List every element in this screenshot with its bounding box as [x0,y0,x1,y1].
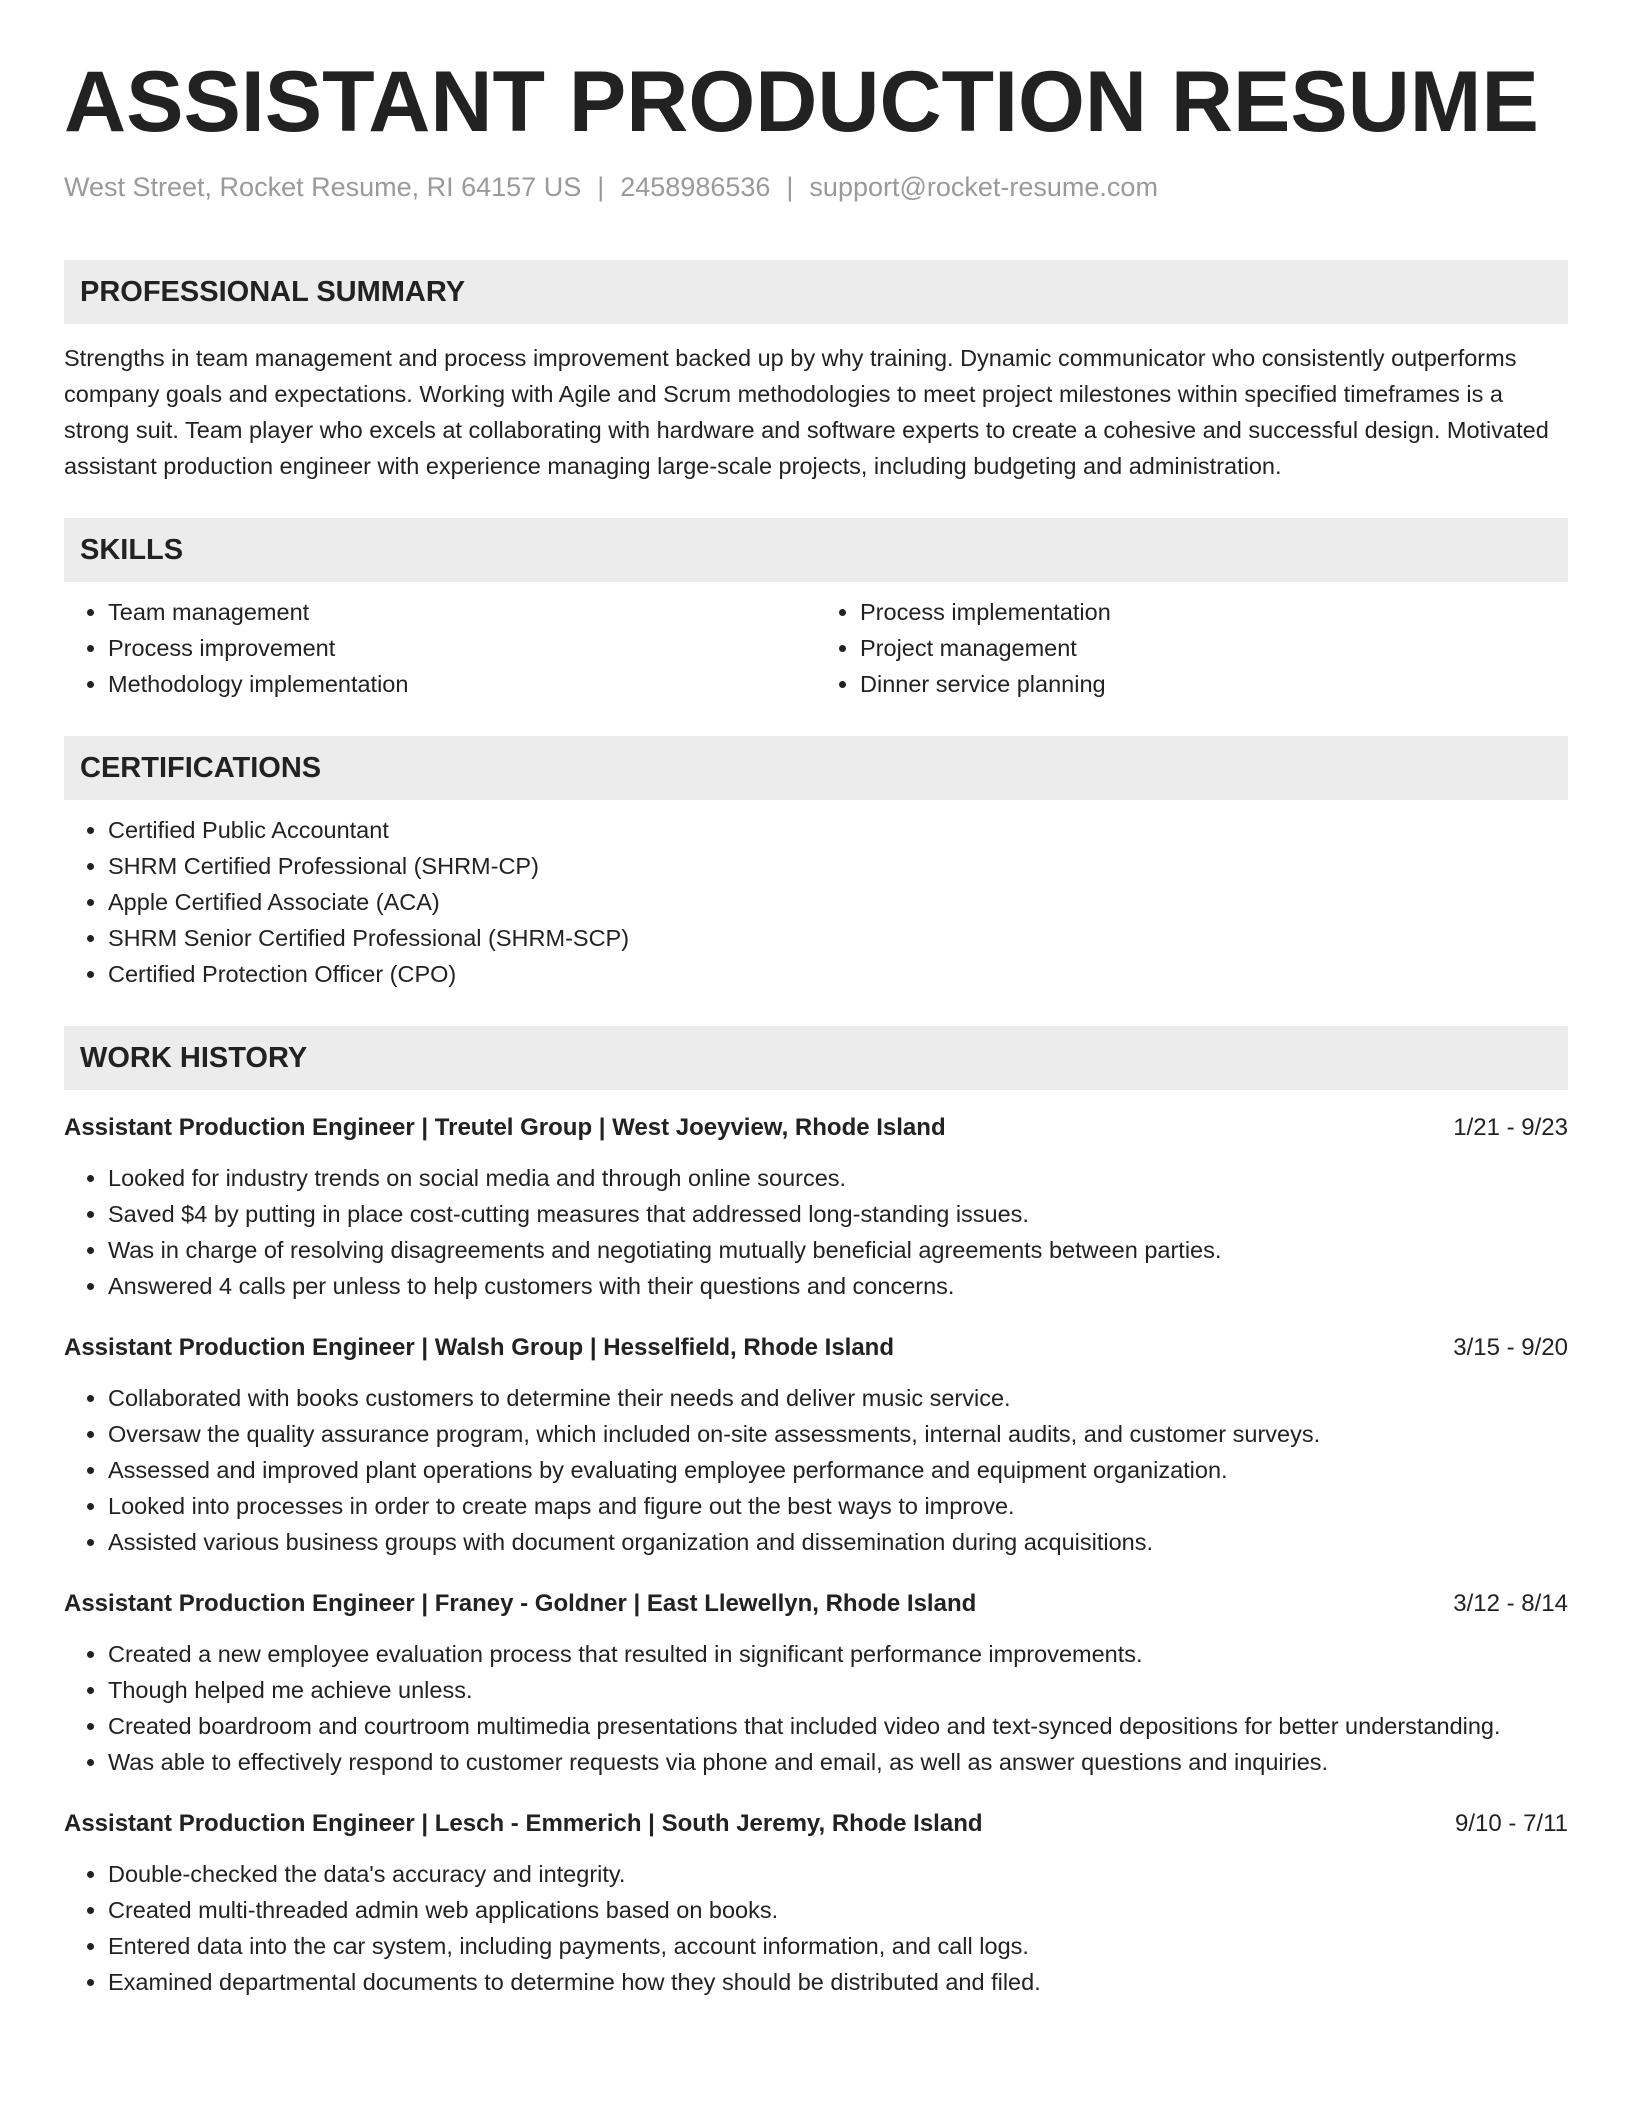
job-entry [64,1586,1568,1780]
job-bullet: • Saved $4 by putting in place cost-cutting measures that addressed long-standing issues. [108,1196,1568,1232]
job-bullet: • Created multi-threaded admin web applications based on books. [108,1892,1568,1928]
contact-separator: | [786,172,794,202]
job-bullets [64,1160,1568,1304]
job-bullet: • Looked into processes in order to create maps and figure out the best ways to improve. [108,1488,1568,1524]
job-bullet: • Entered data into the car system, including payments, account information, and call logs. [108,1928,1568,1964]
job-bullet: • Created a new employee evaluation process that resulted in significant performance improvements. [108,1636,1568,1672]
job-header [64,1806,1568,1842]
job-dates: 1/21 - 9/23 [1453,1114,1568,1141]
job-header [64,1330,1568,1366]
job-dates: 3/15 - 9/20 [1453,1334,1568,1361]
job-bullet: • Oversaw the quality assurance program, which included on-site assessments, internal audits, and customer surveys. [108,1416,1568,1452]
contact-address: West Street, Rocket Resume, RI 64157 US [64,172,582,202]
job-heading: Assistant Production Engineer | Franey - Goldner | East Llewellyn, Rhode Island [64,1590,977,1617]
job-bullet: • Was able to effectively respond to customer requests via phone and email, as well as answer questions and inquiries. [108,1744,1568,1780]
job-entry [64,1110,1568,1304]
job-bullet: • Was in charge of resolving disagreements and negotiating mutually beneficial agreements between parties. [108,1232,1568,1268]
skill-item: • Process implementation [860,594,1568,630]
job-bullet: • Created boardroom and courtroom multimedia presentations that included video and text-synced depositions for better understanding. [108,1708,1568,1744]
certification-item: • Apple Certified Associate (ACA) [108,884,1568,920]
contact-line [64,170,1568,204]
certification-item: • Certified Public Accountant [108,812,1568,848]
job-bullet: • Though helped me achieve unless. [108,1672,1568,1708]
job-bullet: • Assisted various business groups with document organization and dissemination during acquisitions. [108,1524,1568,1560]
job-heading: Assistant Production Engineer | Treutel Group | West Joeyview, Rhode Island [64,1114,946,1141]
summary-text: Strengths in team management and process improvement backed up by why training. Dynamic communicator who consistently outperforms company goals and expectations. Working with Agile and Scrum methodologies to meet project milestones within specified timeframes is a strong suit. Team player who excels at collaborating with hardware and software experts to create a cohesive and successful design. Motivated assistant production engineer with experience managing large-scale projects, including budgeting and administration. [64,345,1549,479]
section-header-summary: PROFESSIONAL SUMMARY [64,260,1568,324]
job-header [64,1110,1568,1146]
section-header-skills: SKILLS [64,518,1568,582]
job-bullets [64,1856,1568,2000]
job-bullet: • Collaborated with books customers to determine their needs and deliver music service. [108,1380,1568,1416]
section-header-work-history: WORK HISTORY [64,1026,1568,1090]
job-bullets [64,1380,1568,1560]
contact-phone: 2458986536 [620,172,771,202]
job-entry [64,1806,1568,2000]
skills-list-left [64,594,816,702]
skill-item: • Team management [108,594,816,630]
job-bullet: • Assessed and improved plant operations by evaluating employee performance and equipment organization. [108,1452,1568,1488]
skill-item: • Dinner service planning [860,666,1568,702]
job-header [64,1586,1568,1622]
job-entry [64,1330,1568,1560]
contact-separator: | [597,172,605,202]
job-bullet: • Looked for industry trends on social media and through online sources. [108,1160,1568,1196]
certification-item: • Certified Protection Officer (CPO) [108,956,1568,992]
job-heading: Assistant Production Engineer | Walsh Group | Hesselfield, Rhode Island [64,1334,895,1361]
job-dates: 9/10 - 7/11 [1455,1810,1568,1837]
job-bullets [64,1636,1568,1780]
skills-columns [64,594,1568,702]
contact-email: support@rocket-resume.com [809,172,1158,202]
skill-item: • Process improvement [108,630,816,666]
skills-list-right [816,594,1568,702]
job-heading: Assistant Production Engineer | Lesch - Emmerich | South Jeremy, Rhode Island [64,1810,983,1837]
certification-item: • SHRM Certified Professional (SHRM-CP) [108,848,1568,884]
job-bullet: • Examined departmental documents to determine how they should be distributed and filed. [108,1964,1568,2000]
certifications-list [64,812,1568,992]
skill-item: • Methodology implementation [108,666,816,702]
section-header-certifications: CERTIFICATIONS [64,736,1568,800]
skill-item: • Project management [860,630,1568,666]
certification-item: • SHRM Senior Certified Professional (SHRM-SCP) [108,920,1568,956]
job-bullet: • Double-checked the data's accuracy and integrity. [108,1856,1568,1892]
job-dates: 3/12 - 8/14 [1453,1590,1568,1617]
job-bullet: • Answered 4 calls per unless to help customers with their questions and concerns. [108,1268,1568,1304]
resume-title: ASSISTANT PRODUCTION RESUME [64,54,1539,150]
